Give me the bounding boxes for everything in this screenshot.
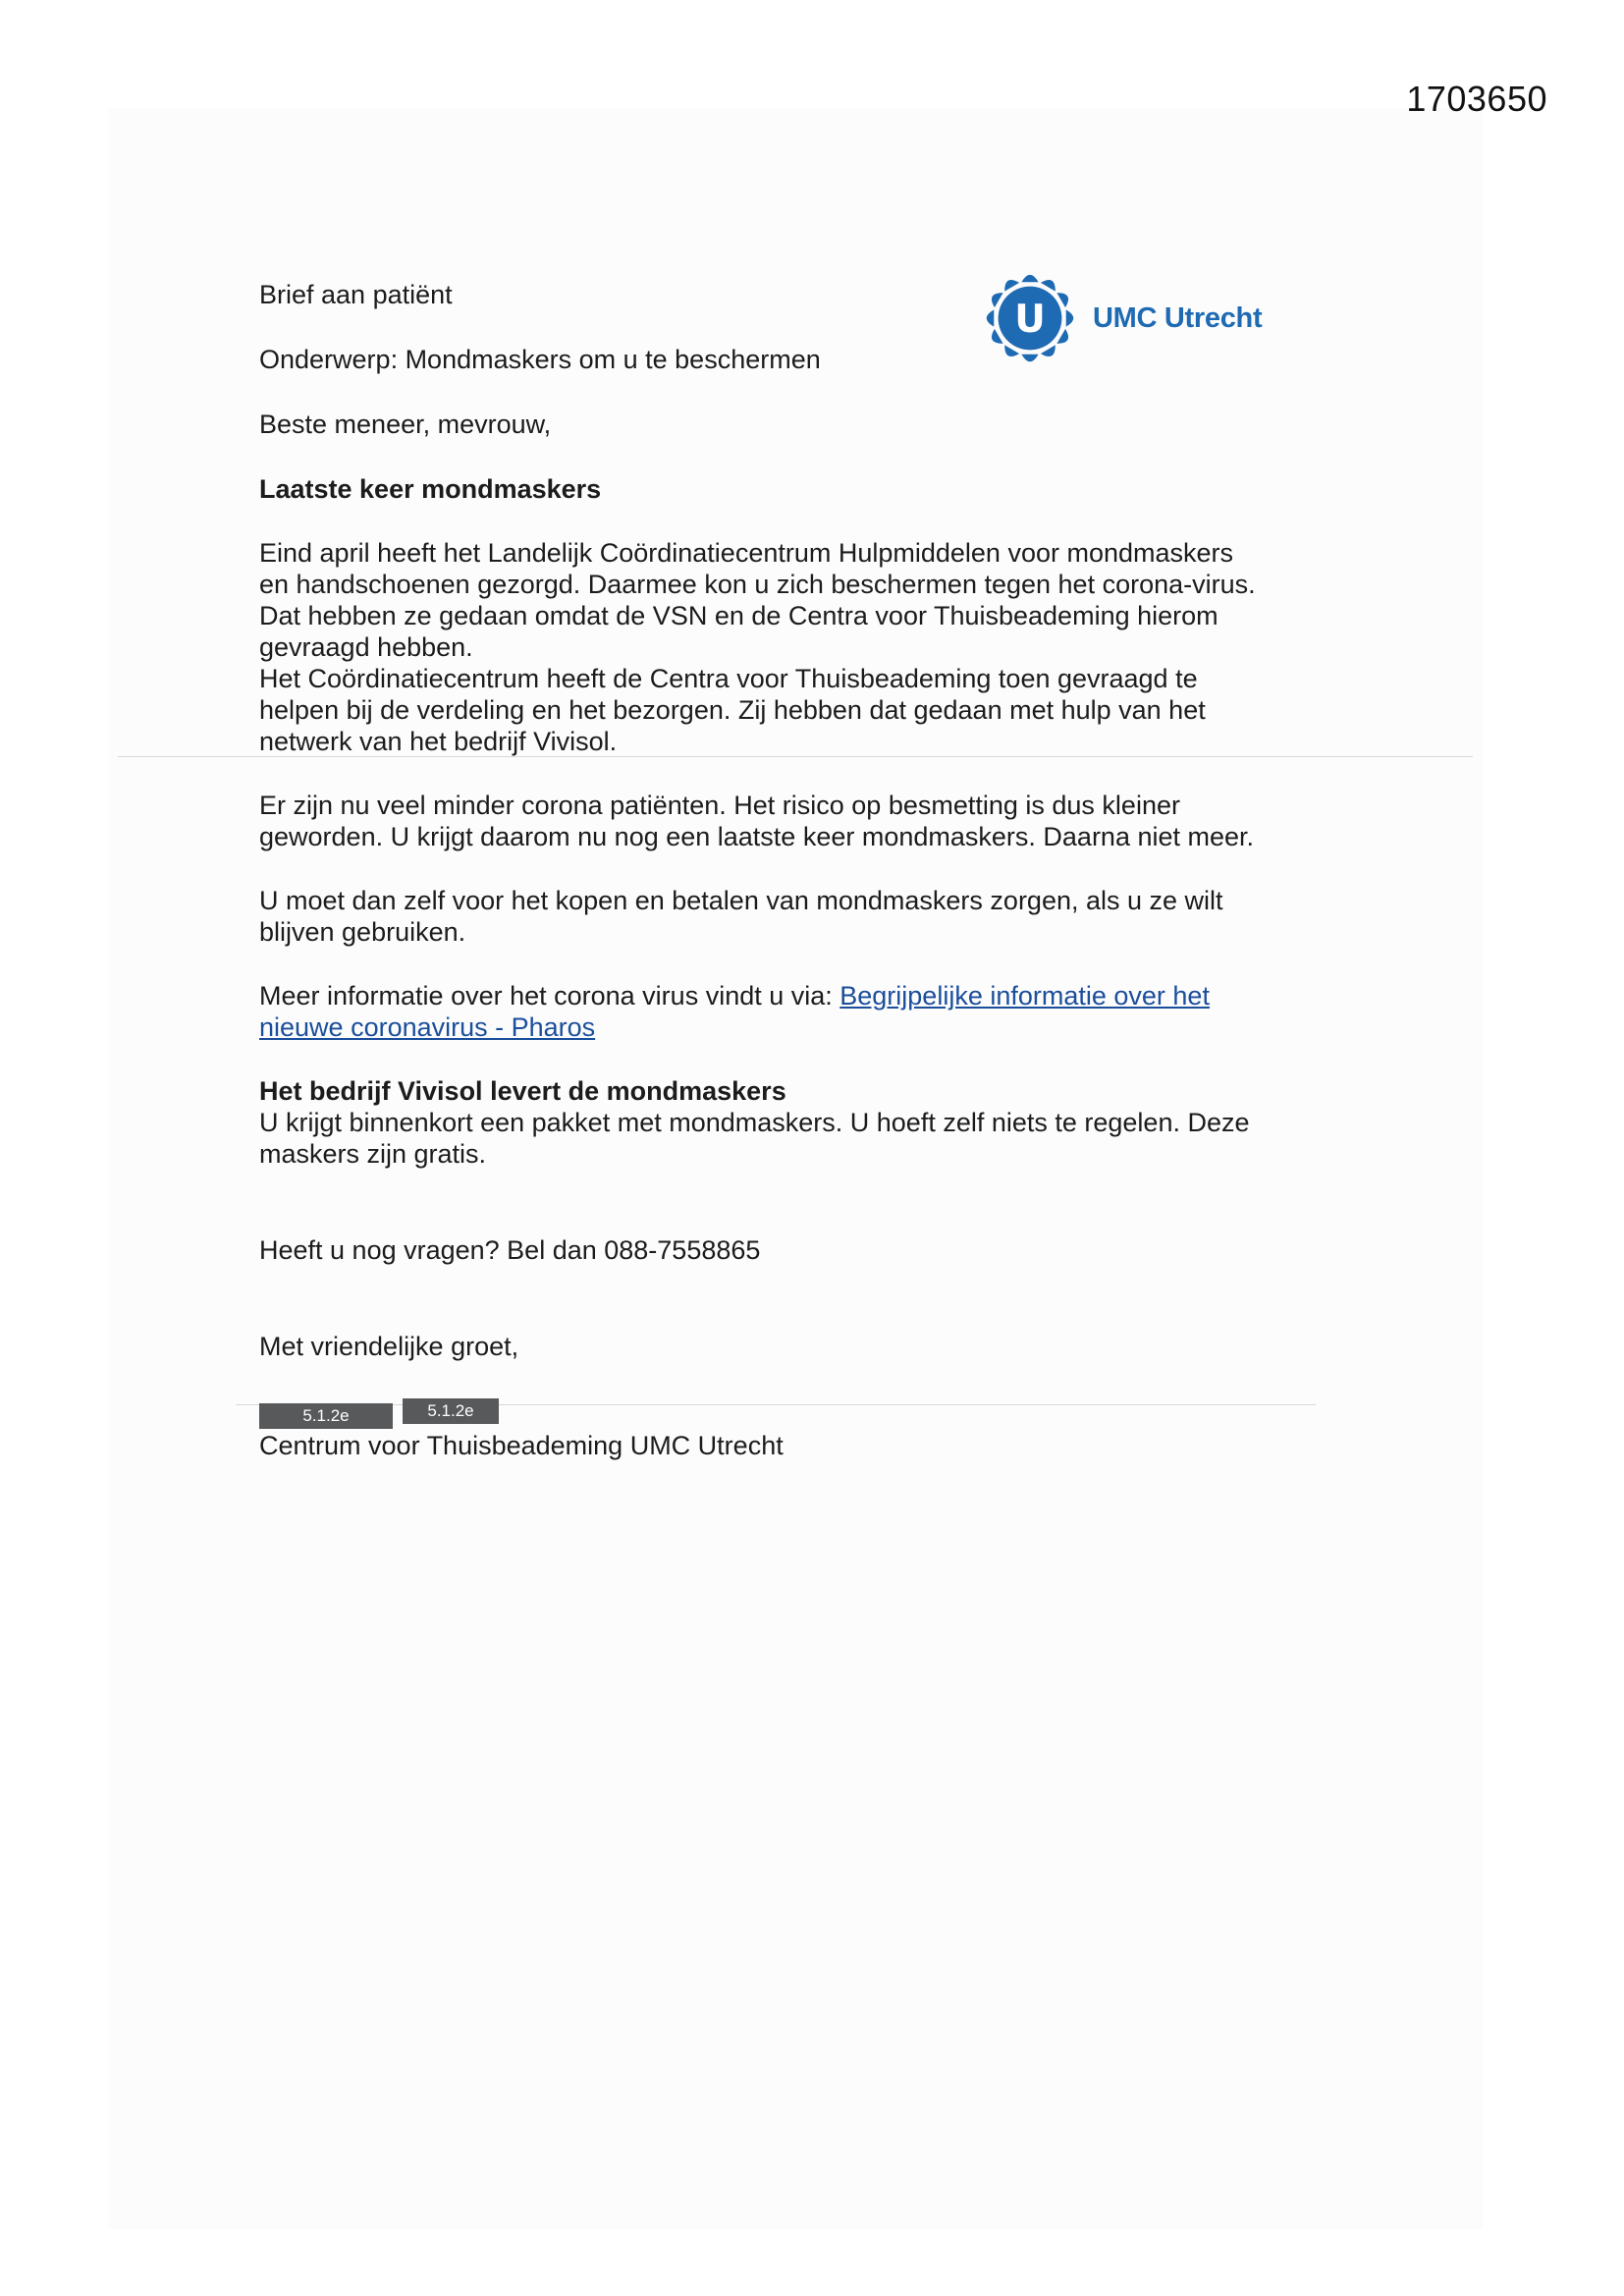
logo-text: UMC Utrecht: [1093, 301, 1263, 334]
paragraph-line: en handschoenen gezorgd. Daarmee kon u zich beschermen tegen het corona-virus.: [259, 570, 1256, 599]
pharos-info-link-continued[interactable]: nieuwe coronavirus - Pharos: [259, 1012, 596, 1042]
signature-redactions: [259, 1396, 1339, 1430]
paragraph-line: Het Coördinatiecentrum heeft de Centra voor Thuisbeademing toen gevraagd te: [259, 664, 1198, 693]
paragraph-line: Eind april heeft het Landelijk Coördinatiecentrum Hulpmiddelen voor mondmaskers: [259, 538, 1234, 568]
salutation: Beste meneer, mevrouw,: [259, 410, 552, 439]
paragraph: [259, 790, 1339, 852]
redaction-box: 5.1.2e: [259, 1403, 393, 1429]
sender-line: Centrum voor Thuisbeademing UMC Utrecht: [259, 1431, 784, 1460]
pharos-info-link[interactable]: Begrijpelijke informatie over het: [839, 981, 1210, 1011]
paragraph: [259, 537, 1339, 663]
paragraph-line: netwerk van het bedrijf Vivisol.: [259, 727, 618, 756]
paragraph-line: U krijgt binnenkort een pakket met mondmaskers. U hoeft zelf niets te regelen. Deze: [259, 1108, 1250, 1137]
letter-type-line: Brief aan patiënt: [259, 280, 453, 309]
paragraph: [259, 885, 1339, 948]
document-id: 1703650: [1406, 79, 1547, 119]
letter-body: [259, 279, 1339, 1461]
paragraph-line: blijven gebruiken.: [259, 917, 466, 947]
redaction-box: 5.1.2e: [403, 1398, 499, 1424]
info-paragraph: [259, 980, 1339, 1043]
section-heading: Laatste keer mondmaskers: [259, 474, 602, 504]
paragraph-line: U moet dan zelf voor het kopen en betalen van mondmaskers zorgen, als u ze wilt: [259, 886, 1223, 915]
paragraph: [259, 1107, 1339, 1170]
closing: Met vriendelijke groet,: [259, 1332, 519, 1361]
questions-line: Heeft u nog vragen? Bel dan 088-7558865: [259, 1235, 761, 1265]
info-prefix: Meer informatie over het corona virus vindt u via:: [259, 981, 840, 1011]
paragraph-line: geworden. U krijgt daarom nu nog een laatste keer mondmaskers. Daarna niet meer.: [259, 822, 1255, 851]
paragraph-line: Er zijn nu veel minder corona patiënten. Het risico op besmetting is dus kleiner: [259, 791, 1180, 820]
paragraph-line: gevraagd hebben.: [259, 632, 473, 662]
subject-line: Onderwerp: Mondmaskers om u te beschermen: [259, 345, 821, 374]
section-heading: Het bedrijf Vivisol levert de mondmaskers: [259, 1076, 786, 1106]
paragraph: [259, 663, 1339, 757]
paragraph-line: maskers zijn gratis.: [259, 1139, 487, 1169]
paragraph-line: Dat hebben ze gedaan omdat de VSN en de Centra voor Thuisbeademing hierom: [259, 601, 1218, 630]
logo-letter: U: [1014, 298, 1046, 343]
paragraph-line: helpen bij de verdeling en het bezorgen. Zij hebben dat gedaan met hulp van het: [259, 695, 1206, 725]
